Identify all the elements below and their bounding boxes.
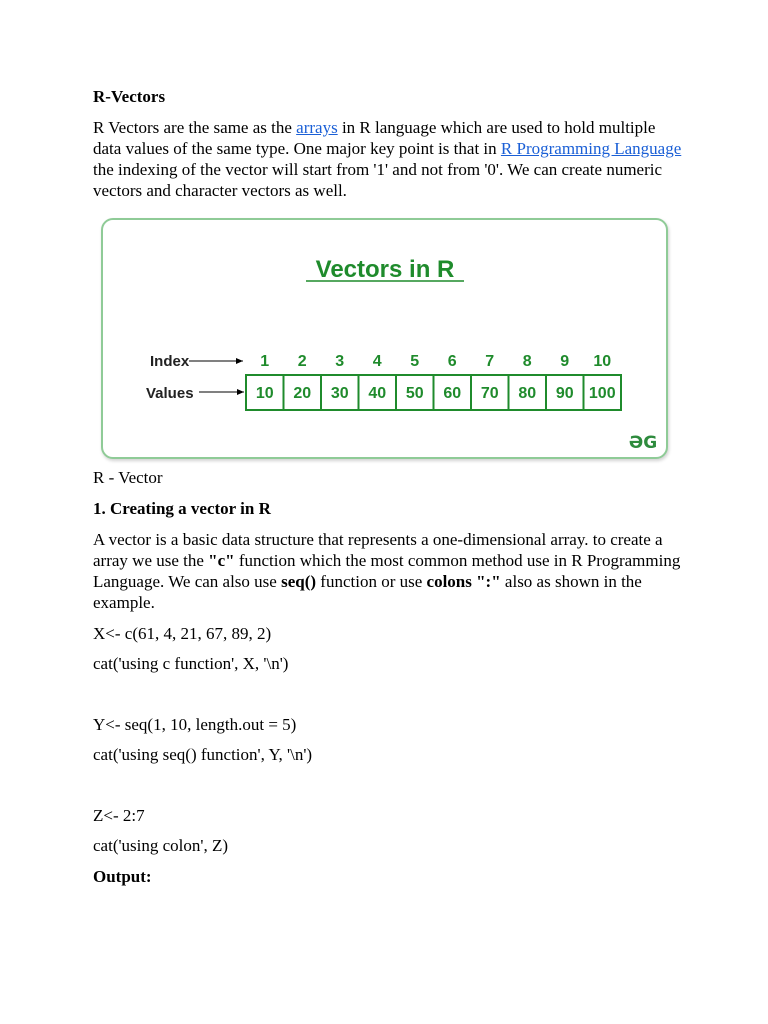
index-number: 6 [447,353,457,370]
index-number: 3 [335,353,345,370]
index-number: 7 [485,353,495,370]
section-text-1: A vector is a basic data structure that represents a one-dimensional array. to create a array we use the [93,530,663,570]
intro-text-1: R Vectors are the same as the [93,118,297,137]
index-label: Index [150,353,190,370]
values-label: Values [146,385,194,402]
c-function-bold: "c" [208,551,235,570]
value-cell-text: 40 [368,385,387,402]
code-line: Y<- seq(1, 10, length.out = 5) [93,715,297,734]
index-numbers [260,353,611,370]
geeksforgeeks-logo: ƏG [628,433,658,453]
index-number: 5 [410,353,420,370]
value-cell-text: 100 [588,385,616,402]
value-cell-text: 30 [330,385,349,402]
index-number: 9 [560,353,570,370]
arrays-link[interactable]: arrays [296,118,338,137]
article-body [93,86,683,887]
value-cell-text: 10 [255,385,274,402]
section-text-4: also as shown in the example. [93,572,642,612]
article-title: R-Vectors [93,87,166,106]
section-text-2: function which the most common method use in R Programming Language. We can also use [93,551,681,591]
code-line: cat('using colon', Z) [93,836,229,855]
index-number: 1 [260,353,270,370]
value-cells [246,375,621,410]
index-number: 2 [297,353,307,370]
value-cell-text: 70 [480,385,499,402]
value-cell-text: 50 [405,385,424,402]
vectors-figure [101,218,668,459]
code-line: cat('using c function', X, '\n') [93,654,289,673]
intro-text-3: the indexing of the vector will start from '1' and not from '0'. We can create numeric vectors and character vectors as well. [93,160,663,200]
output-label: Output: [93,867,152,886]
index-number: 4 [372,353,382,370]
index-number: 10 [593,353,612,370]
value-cell-text: 90 [555,385,574,402]
figure-caption: R - Vector [93,468,163,487]
index-number: 8 [522,353,532,370]
section-text-3: function or use [316,572,427,591]
code-line: X<- c(61, 4, 21, 67, 89, 2) [93,624,272,643]
r-programming-language-link[interactable]: R Programming Language [500,139,682,158]
intro-paragraph [93,117,683,201]
section-paragraph [93,529,683,613]
intro-text-2: in R language which are used to hold multiple data values of the same type. One major key point is that in [93,118,656,158]
value-cell-text: 60 [443,385,462,402]
vectors-diagram [103,220,666,457]
code-line: cat('using seq() function', Y, '\n') [93,745,313,764]
section-heading: 1. Creating a vector in R [93,499,271,518]
value-cell-text: 20 [293,385,312,402]
colons-bold: colons ":" [426,572,501,591]
code-line: Z<- 2:7 [93,806,145,825]
value-cell-text: 80 [518,385,537,402]
figure-heading: Vectors in R [315,256,455,283]
seq-function-bold: seq() [281,572,317,591]
